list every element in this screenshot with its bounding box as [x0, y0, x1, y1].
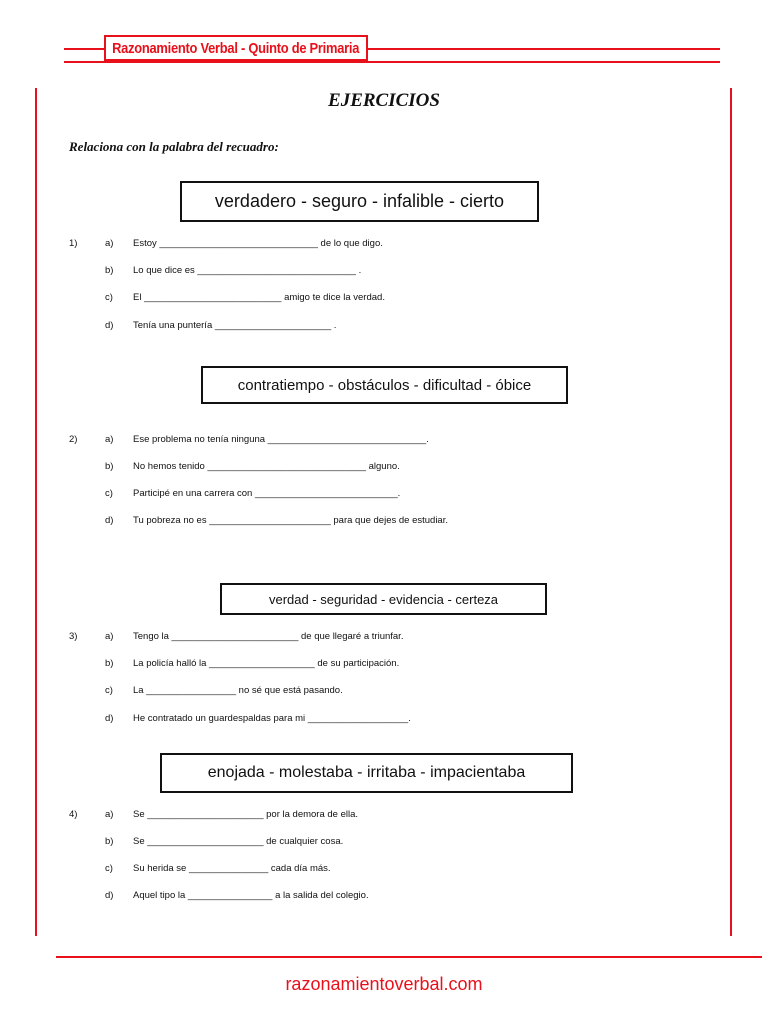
item-letter: a) [105, 238, 114, 249]
item-letter: a) [105, 631, 114, 642]
item-letter: d) [105, 320, 114, 331]
exercise-item [105, 713, 411, 724]
footer-url: razonamientoverbal.com [285, 974, 483, 994]
header-title-box [104, 35, 368, 61]
item-letter: c) [105, 685, 113, 696]
item-letter: c) [105, 292, 113, 303]
exercise-item [105, 836, 343, 847]
item-text: No hemos tenido ______________________________ alguno. [133, 461, 400, 472]
item-letter: d) [105, 515, 114, 526]
right-border-line [730, 88, 732, 936]
header-line-bottom [64, 61, 720, 63]
item-text: Su herida se _______________ cada día más. [133, 863, 331, 874]
exercise-item [105, 461, 400, 472]
item-letter: c) [105, 488, 113, 499]
exercise-item [105, 434, 429, 445]
item-letter: d) [105, 890, 114, 901]
item-letter: b) [105, 658, 114, 669]
item-text: Tenía una puntería ______________________ . [133, 320, 337, 331]
exercise-item [105, 809, 358, 820]
item-text: He contratado un guardespaldas para mi ___________________. [133, 713, 411, 724]
item-letter: a) [105, 434, 114, 445]
item-letter: b) [105, 265, 114, 276]
word-box-4: enojada - molestaba - irritaba - impacientaba [160, 753, 573, 793]
item-letter: a) [105, 809, 114, 820]
exercise-item [105, 863, 331, 874]
item-letter: c) [105, 863, 113, 874]
left-border-line [35, 88, 37, 936]
item-text: Ese problema no tenía ninguna ______________________________. [133, 434, 429, 445]
question-number-1: 1) [69, 238, 78, 249]
item-text: Se ______________________ de cualquier cosa. [133, 836, 344, 847]
item-text: Tu pobreza no es _______________________ para que dejes de estudiar. [133, 515, 448, 526]
item-letter: d) [105, 713, 114, 724]
page-title: EJERCICIOS [328, 90, 440, 111]
word-box-2: contratiempo - obstáculos - dificultad - óbice [201, 366, 568, 404]
exercise-item [105, 488, 400, 499]
exercise-item [105, 890, 369, 901]
item-text: Lo que dice es ______________________________ . [133, 265, 362, 276]
item-text: La policía halló la ____________________ de su participación. [133, 658, 400, 669]
item-text: La _________________ no sé que está pasando. [133, 685, 343, 696]
question-number-2: 2) [69, 434, 78, 445]
item-text: Estoy ______________________________ de lo que digo. [133, 238, 383, 249]
item-text: El __________________________ amigo te dice la verdad. [133, 292, 385, 303]
header-title: Razonamiento Verbal - Quinto de Primaria [112, 39, 360, 57]
instruction-text: Relaciona con la palabra del recuadro: [69, 139, 279, 154]
word-box-1: verdadero - seguro - infalible - cierto [180, 181, 539, 222]
exercise-item [105, 292, 385, 303]
exercise-item [105, 658, 399, 669]
word-box-3: verdad - seguridad - evidencia - certeza [220, 583, 547, 615]
exercise-item [105, 631, 403, 642]
item-text: Se ______________________ por la demora de ella. [133, 809, 359, 820]
item-letter: b) [105, 836, 114, 847]
question-number-4: 4) [69, 809, 78, 820]
exercise-item [105, 320, 336, 331]
exercise-item [105, 238, 383, 249]
exercise-item [105, 685, 343, 696]
item-text: Tengo la ________________________ de que llegaré a triunfar. [133, 631, 404, 642]
footer-line [56, 956, 762, 958]
item-text: Aquel tipo la ________________ a la salida del colegio. [133, 890, 369, 901]
item-letter: b) [105, 461, 114, 472]
exercise-item [105, 515, 448, 526]
question-number-3: 3) [69, 631, 78, 642]
exercise-item [105, 265, 361, 276]
item-text: Participé en una carrera con ___________________________. [133, 488, 401, 499]
